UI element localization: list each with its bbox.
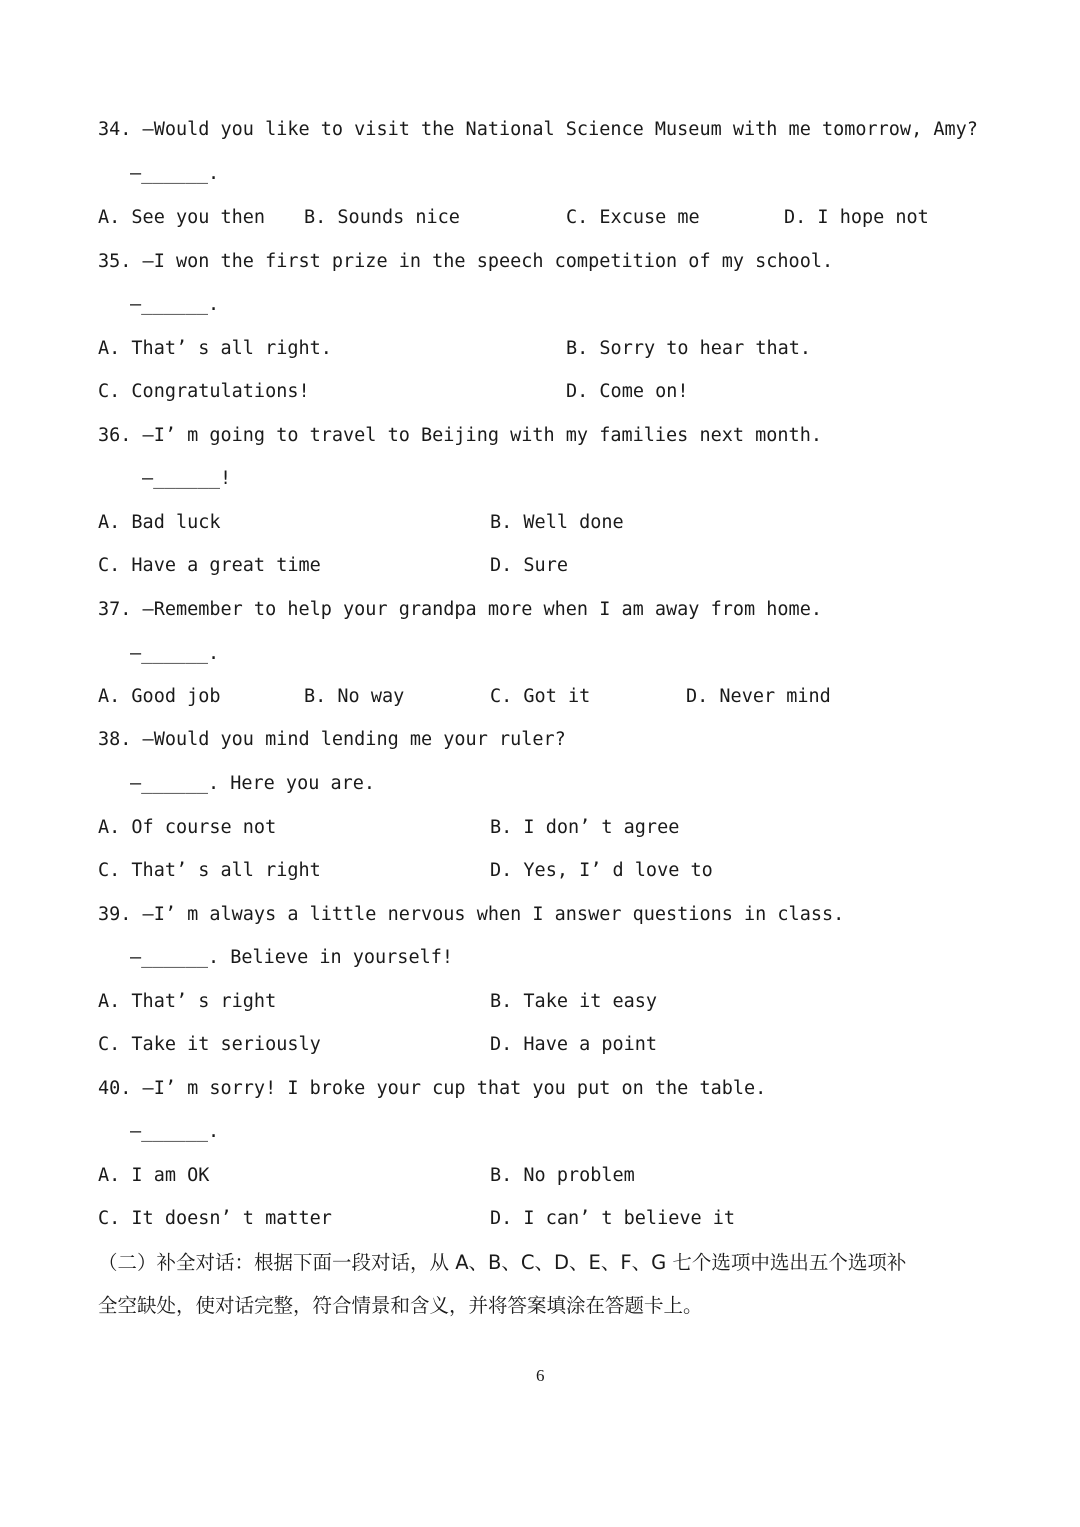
question-36-option-d: D. Sure	[490, 555, 568, 576]
question-38-option-b: B. I don’ t agree	[490, 817, 680, 838]
question-37-option-d: D. Never mind	[686, 686, 831, 707]
question-37-option-a: A. Good job	[98, 686, 221, 707]
question-37-option-c: C. Got it	[490, 686, 591, 707]
question-39-option-d: D. Have a point	[490, 1034, 658, 1055]
question-34-answer-blank: —______.	[130, 163, 220, 184]
question-36-option-a: A. Bad luck	[98, 512, 221, 533]
question-35-option-d: D. Come on!	[566, 381, 689, 402]
question-38-answer-blank: —______. Here you are.	[130, 773, 376, 794]
question-39-option-c: C. Take it seriously	[98, 1034, 321, 1055]
question-34-option-a: A. See you then	[98, 207, 266, 228]
question-40-option-a: A. I am OK	[98, 1165, 210, 1186]
question-38-option-d: D. Yes, I’ d love to	[490, 860, 713, 881]
question-38-stem: 38. —Would you mind lending me your ruler?	[98, 729, 566, 750]
question-39-answer-blank: —______. Believe in yourself!	[130, 947, 454, 968]
question-36-answer-blank: —______!	[142, 468, 232, 489]
question-37-option-b: B. No way	[304, 686, 405, 707]
question-37-stem: 37. —Remember to help your grandpa more when I am away from home.	[98, 599, 822, 620]
question-40-option-b: B. No problem	[490, 1165, 635, 1186]
question-35-stem: 35. —I won the first prize in the speech competition of my school.	[98, 251, 834, 272]
question-37-answer-blank: —______.	[130, 643, 220, 664]
question-34-stem: 34. —Would you like to visit the National Science Museum with me tomorrow, Amy?	[98, 119, 978, 140]
question-35-option-a: A. That’ s all right.	[98, 338, 332, 359]
question-36-option-b: B. Well done	[490, 512, 624, 533]
question-34-option-b: B. Sounds nice	[304, 207, 460, 228]
question-34-option-c: C. Excuse me	[566, 207, 700, 228]
question-35-option-c: C. Congratulations!	[98, 381, 310, 402]
question-35-answer-blank: —______.	[130, 294, 220, 315]
question-40-option-c: C. It doesn’ t matter	[98, 1208, 332, 1229]
question-39-option-a: A. That’ s right	[98, 991, 277, 1012]
question-34-option-d: D. I hope not	[784, 207, 929, 228]
question-36-stem: 36. —I’ m going to travel to Beijing with my families next month.	[98, 425, 822, 446]
question-39-option-b: B. Take it easy	[490, 991, 658, 1012]
question-38-option-a: A. Of course not	[98, 817, 277, 838]
question-39-stem: 39. —I’ m always a little nervous when I answer questions in class.	[98, 904, 845, 925]
page-number: 6	[536, 1366, 545, 1385]
question-40-option-d: D. I can’ t believe it	[490, 1208, 736, 1229]
question-38-option-c: C. That’ s all right	[98, 860, 321, 881]
question-40-answer-blank: —______.	[130, 1121, 220, 1142]
question-36-option-c: C. Have a great time	[98, 555, 321, 576]
section-instruction-line-1: （二）补全对话：根据下面一段对话，从 A、B、C、D、E、F、G 七个选项中选出五个选项补	[98, 1251, 907, 1274]
section-instruction-line-2: 全空缺处，使对话完整，符合情景和含义，并将答案填涂在答题卡上。	[98, 1294, 703, 1317]
question-35-option-b: B. Sorry to hear that.	[566, 338, 812, 359]
question-40-stem: 40. —I’ m sorry! I broke your cup that you put on the table.	[98, 1078, 767, 1099]
